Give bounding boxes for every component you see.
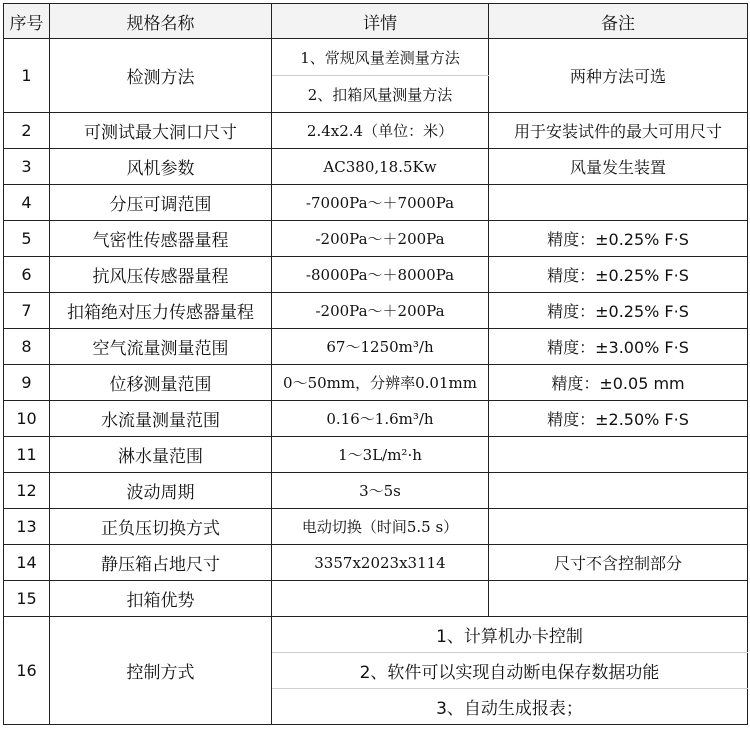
spec-note: [489, 509, 748, 545]
table-row: [4, 473, 748, 509]
spec-note: 精度：±2.50% F·S: [489, 401, 748, 437]
spec-name: 扣箱绝对压力传感器量程: [50, 293, 272, 329]
row-number: 16: [4, 617, 50, 725]
spec-detail: 0.16～1.6m³/h: [272, 401, 489, 437]
table-row: [4, 437, 748, 473]
header-name: 规格名称: [50, 4, 272, 39]
row-number: 1: [4, 39, 50, 113]
spec-detail: 2、扣箱风量测量方法: [272, 76, 489, 113]
spec-note: 用于安装试件的最大可用尺寸: [489, 113, 748, 149]
header-no: 序号: [4, 4, 50, 39]
spec-name: 正负压切换方式: [50, 509, 272, 545]
row-number: 3: [4, 149, 50, 185]
spec-detail: 2.4x2.4（单位：米）: [272, 113, 489, 149]
spec-note: [489, 581, 748, 617]
spec-name: 可测试最大洞口尺寸: [50, 113, 272, 149]
spec-detail: [272, 581, 489, 617]
row-number: 8: [4, 329, 50, 365]
table-row: [4, 257, 748, 293]
table-row: [4, 39, 748, 76]
spec-name: 分压可调范围: [50, 185, 272, 221]
spec-name: 静压箱占地尺寸: [50, 545, 272, 581]
control-detail: 2、软件可以实现自动断电保存数据功能: [272, 653, 748, 689]
spec-detail: -7000Pa～＋7000Pa: [272, 185, 489, 221]
row-number: 9: [4, 365, 50, 401]
spec-note: 精度：±0.25% F·S: [489, 293, 748, 329]
spec-note: 精度：±0.25% F·S: [489, 257, 748, 293]
table-row: [4, 617, 748, 653]
spec-detail: -200Pa～＋200Pa: [272, 221, 489, 257]
table-row: [4, 149, 748, 185]
spec-note: 精度：±0.25% F·S: [489, 221, 748, 257]
spec-note: 精度：±0.05 mm: [489, 365, 748, 401]
spec-name: 控制方式: [50, 617, 272, 725]
spec-table: [3, 3, 748, 725]
spec-name: 扣箱优势: [50, 581, 272, 617]
spec-detail: -200Pa～＋200Pa: [272, 293, 489, 329]
row-number: 12: [4, 473, 50, 509]
table-row: [4, 509, 748, 545]
spec-name: 波动周期: [50, 473, 272, 509]
spec-detail: 电动切换（时间5.5 s）: [272, 509, 489, 545]
spec-note: [489, 473, 748, 509]
table-row: [4, 581, 748, 617]
spec-name: 淋水量范围: [50, 437, 272, 473]
row-number: 15: [4, 581, 50, 617]
spec-note: 尺寸不含控制部分: [489, 545, 748, 581]
spec-detail: 3357x2023x3114: [272, 545, 489, 581]
spec-note: 风量发生装置: [489, 149, 748, 185]
control-detail: 3、自动生成报表；: [272, 689, 748, 725]
spec-note: 精度：±3.00% F·S: [489, 329, 748, 365]
header-detail: 详情: [272, 4, 489, 39]
row-number: 4: [4, 185, 50, 221]
table-row: [4, 185, 748, 221]
table-row: [4, 113, 748, 149]
spec-name: 位移测量范围: [50, 365, 272, 401]
spec-name: 检测方法: [50, 39, 272, 113]
spec-detail: AC380,18.5Kw: [272, 149, 489, 185]
spec-detail: 1、常规风量差测量方法: [272, 39, 489, 76]
spec-name: 水流量测量范围: [50, 401, 272, 437]
row-number: 7: [4, 293, 50, 329]
table-row: [4, 221, 748, 257]
control-detail: 1、计算机办卡控制: [272, 617, 748, 653]
row-number: 10: [4, 401, 50, 437]
spec-name: 风机参数: [50, 149, 272, 185]
table-row: [4, 329, 748, 365]
spec-detail: 3～5s: [272, 473, 489, 509]
table-row: [4, 545, 748, 581]
spec-name: 气密性传感器量程: [50, 221, 272, 257]
spec-name: 抗风压传感器量程: [50, 257, 272, 293]
spec-detail: 0～50mm，分辨率0.01mm: [272, 365, 489, 401]
row-number: 5: [4, 221, 50, 257]
table-row: [4, 401, 748, 437]
spec-note: [489, 437, 748, 473]
row-number: 2: [4, 113, 50, 149]
row-number: 13: [4, 509, 50, 545]
spec-detail: 67～1250m³/h: [272, 329, 489, 365]
header-note: 备注: [489, 4, 748, 39]
spec-detail: -8000Pa～＋8000Pa: [272, 257, 489, 293]
spec-name: 空气流量测量范围: [50, 329, 272, 365]
spec-note: 两种方法可选: [489, 39, 748, 113]
spec-detail: 1～3L/m²·h: [272, 437, 489, 473]
row-number: 6: [4, 257, 50, 293]
table-row: [4, 293, 748, 329]
row-number: 14: [4, 545, 50, 581]
header-row: [4, 4, 748, 39]
row-number: 11: [4, 437, 50, 473]
spec-note: [489, 185, 748, 221]
table-row: [4, 365, 748, 401]
